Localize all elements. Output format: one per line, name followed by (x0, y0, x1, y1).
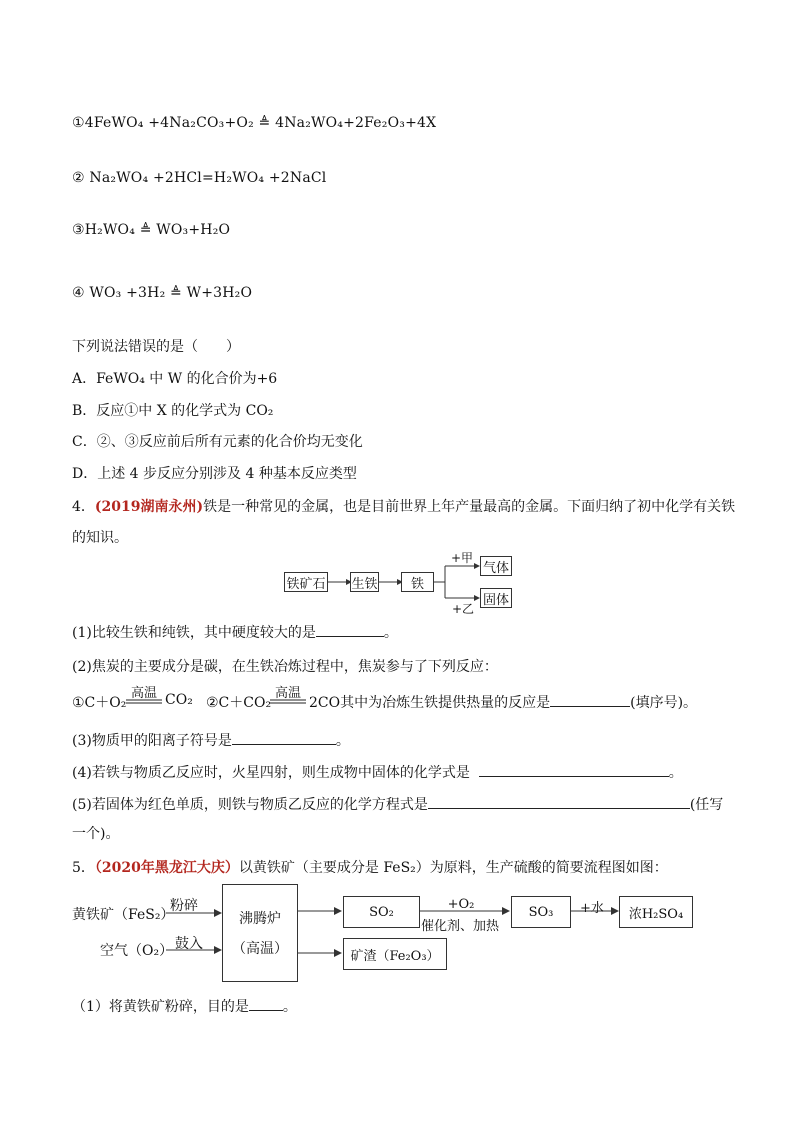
sub-question-text: 其中为冶炼生铁提供热量的反应是 (340, 695, 551, 711)
sub-question-end: (填序号)。 (630, 695, 698, 711)
label-plus-jia: +甲 (451, 551, 474, 565)
question-text: 铁是一种常见的金属，也是目前世界上年产量最高的金属。下面归纳了初中化学有关铁 (203, 499, 736, 515)
box-label: 浓H₂SO₄ (628, 906, 684, 922)
question-4-line2: 的知识。 (72, 530, 128, 546)
box-label: SO₃ (528, 904, 554, 920)
box-label: 铁 (410, 576, 424, 592)
condition-water: +水 (580, 901, 604, 916)
flow-action-crush: 粉碎 (170, 898, 198, 914)
condition-oxygen: +O₂ (447, 897, 475, 912)
reaction-a-right: CO₂ (165, 692, 193, 708)
sub-question-5-line2: 一个)。 (72, 826, 120, 842)
box-label: 生铁 (351, 576, 378, 592)
answer-blank[interactable] (249, 996, 283, 1011)
sub-question-text: (5)若固体为红色单质，则铁与物质乙反应的化学方程式是 (72, 797, 428, 813)
sub-question-end: 。 (383, 625, 398, 641)
sub-question-text: （1）将黄铁矿粉碎，目的是 (72, 999, 249, 1015)
furnace-box (222, 884, 298, 982)
sub-question-text: (4)若铁与物质乙反应时，火星四射，则生成物中固体的化学式是 (72, 765, 470, 781)
flow-input-pyrite: 黄铁矿（FeS₂） (72, 907, 175, 923)
sub-question-end: 。 (282, 999, 297, 1015)
reaction-a-left: ①C＋O₂ (72, 695, 127, 711)
box-label: SO₂ (369, 904, 394, 920)
option-a: A．FeWO₄ 中 W 的化合价为+6 (72, 371, 278, 387)
box-label: 矿渣（Fe₂O₃） (350, 948, 440, 964)
condition-high-temp-b: 高温 (274, 686, 301, 701)
option-c: C．②、③反应前后所有元素的化合价均无变化 (72, 434, 363, 450)
question-number: 4． (72, 499, 95, 515)
question-text: 以黄铁矿（主要成分是 FeS₂）为原料，生产硫酸的简要流程图如图： (238, 860, 668, 876)
sub-question-text: (3)物质甲的阳离子符号是 (72, 733, 232, 749)
equation-4: ④ WO₃ +3H₂ ≜ W+3H₂O (72, 285, 253, 301)
furnace-label: 沸腾炉 (239, 911, 281, 927)
box-sulfuric-acid (619, 896, 693, 928)
label-plus-yi: +乙 (452, 602, 475, 616)
sub-question-end: (任写 (689, 797, 724, 813)
condition-catalyst-heat: 催化剂、加热 (420, 919, 499, 934)
reaction-b-left: ②C＋CO₂ (206, 695, 272, 711)
box-label: 铁矿石 (286, 576, 326, 592)
question-stem: 下列说法错误的是（ ） (72, 339, 240, 355)
reaction-b-product: 2CO (309, 695, 341, 711)
sub-question-2: (2)焦炭的主要成分是碳，在生铁冶炼过程中，焦炭参与了下列反应： (72, 659, 498, 675)
box-slag (343, 938, 447, 970)
q5-sub-question-1 (72, 996, 297, 1016)
sub-question-end: 。 (668, 765, 683, 781)
equation-3: ③H₂WO₄ ≜ WO₃+H₂O (72, 222, 231, 238)
box-label: 气体 (482, 560, 509, 576)
furnace-condition: （高温） (232, 941, 288, 957)
flow-input-air: 空气（O₂） (100, 943, 174, 959)
option-b: B．反应①中 X 的化学式为 CO₂ (72, 403, 274, 419)
question-number: 5． (72, 860, 95, 876)
condition-high-temp-a: 高温 (130, 686, 157, 701)
equation-1: ①4FeWO₄ +4Na₂CO₃+O₂ ≜ 4Na₂WO₄+2Fe₂O₃+4X (72, 115, 437, 131)
option-d: D．上述 4 步反应分别涉及 4 种基本反应类型 (72, 466, 357, 482)
question-source: （2020年黑龙江大庆） (94, 860, 239, 876)
flow-action-blow: 鼓入 (175, 936, 203, 952)
box-label: 固体 (482, 592, 509, 608)
sub-question-end: 。 (335, 733, 350, 749)
question-source: (2019湖南永州) (94, 499, 204, 515)
box-so3 (511, 896, 571, 928)
box-so2 (343, 896, 420, 928)
equation-2: ② Na₂WO₄ +2HCl=H₂WO₄ +2NaCl (72, 170, 327, 186)
sub-question-text: (1)比较生铁和纯铁，其中硬度较大的是 (72, 625, 316, 641)
